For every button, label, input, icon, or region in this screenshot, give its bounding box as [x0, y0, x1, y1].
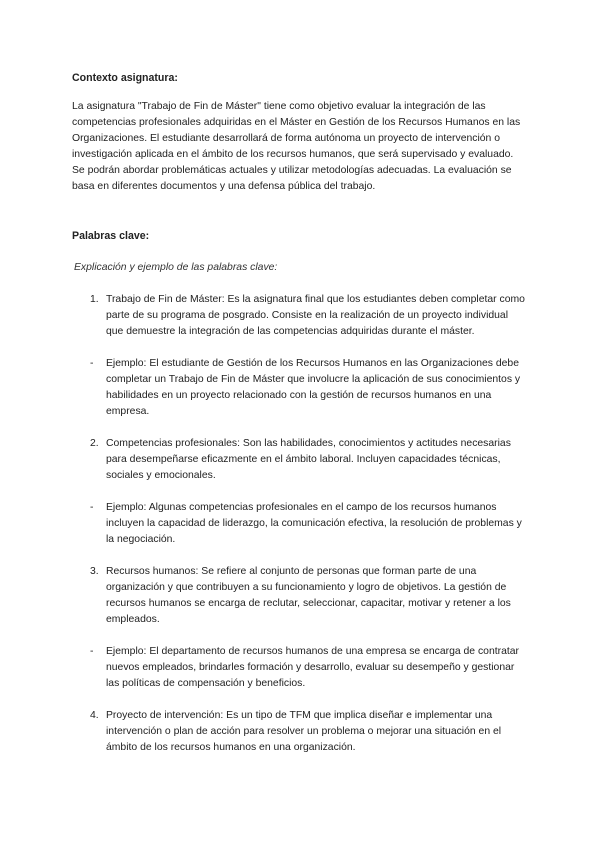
list-dash: - [90, 502, 94, 513]
context-paragraph: La asignatura "Trabajo de Fin de Máster" tiene como objetivo evaluar la integración de las competencias profesionales adquiridas en el Máster en Gestión de los Recursos Humanos en las Organizaciones. El estudiante desarrollará de forma autónoma un proyecto de intervención o investigación aplicada en el ámbito de los recursos humanos, que será supervisado y evaluado. Se podrán abordar problemáticas actuales y utilizar metodologías adecuadas. La evaluación se basa en diferentes documentos y una defensa pública del trabajo. [72, 101, 521, 192]
list-item-text: Ejemplo: El departamento de recursos humanos de una empresa se encarga de contratar nuevos empleados, brindarles formación y desarrollo, evaluar su desempeño y gestionar las políticas de compensación y beneficios. [106, 646, 519, 689]
list-item-text: Recursos humanos: Se refiere al conjunto de personas que forman parte de una organización y que contribuyen a su funcionamiento y logro de objetivos. La gestión de recursos humanos se encarga de reclutar, seleccionar, capacitar, motivar y retener a los empleados. [106, 566, 511, 625]
list-item-text: Competencias profesionales: Son las habilidades, conocimientos y actitudes necesarias para desempeñarse eficazmente en el ámbito laboral. Incluyen capacidades técnicas, sociales y emocionales. [106, 438, 511, 481]
list-item [72, 500, 528, 548]
list-number: 1. [90, 294, 99, 305]
keywords-intro: Explicación y ejemplo de las palabras clave: [74, 262, 278, 273]
list-number: 3. [90, 566, 99, 577]
list-number: 4. [90, 710, 99, 721]
list-item [72, 708, 528, 756]
list-item [72, 644, 528, 692]
list-item-text: Ejemplo: El estudiante de Gestión de los Recursos Humanos en las Organizaciones debe completar un Trabajo de Fin de Máster que involucre la aplicación de sus conocimientos y habilidades en un proyecto relacionado con la gestión de recursos humanos en una empresa. [106, 358, 521, 417]
keywords-title: Palabras clave: [72, 230, 150, 242]
context-section [72, 70, 528, 195]
list-dash: - [90, 358, 94, 369]
list-item [72, 356, 528, 420]
list-item-text: Proyecto de intervención: Es un tipo de TFM que implica diseñar e implementar una intervención o plan de acción para resolver un problema o mejorar una situación en el ámbito de los recursos humanos en una organización. [106, 710, 502, 753]
list-item [72, 436, 528, 484]
context-title: Contexto asignatura: [72, 72, 178, 84]
list-item [72, 564, 528, 628]
list-item [72, 292, 528, 340]
keywords-section [72, 228, 528, 756]
list-item-text: Trabajo de Fin de Máster: Es la asignatura final que los estudiantes deben completar como parte de su programa de posgrado. Consiste en la realización de un proyecto individual que demuestre la integración de las competencias adquiridas durante el máster. [106, 294, 525, 337]
keywords-list [72, 292, 528, 756]
list-dash: - [90, 646, 94, 657]
list-item-text: Ejemplo: Algunas competencias profesionales en el campo de los recursos humanos incluyen la capacidad de liderazgo, la comunicación efectiva, la resolución de problemas y la negociación. [106, 502, 522, 545]
list-number: 2. [90, 438, 99, 449]
